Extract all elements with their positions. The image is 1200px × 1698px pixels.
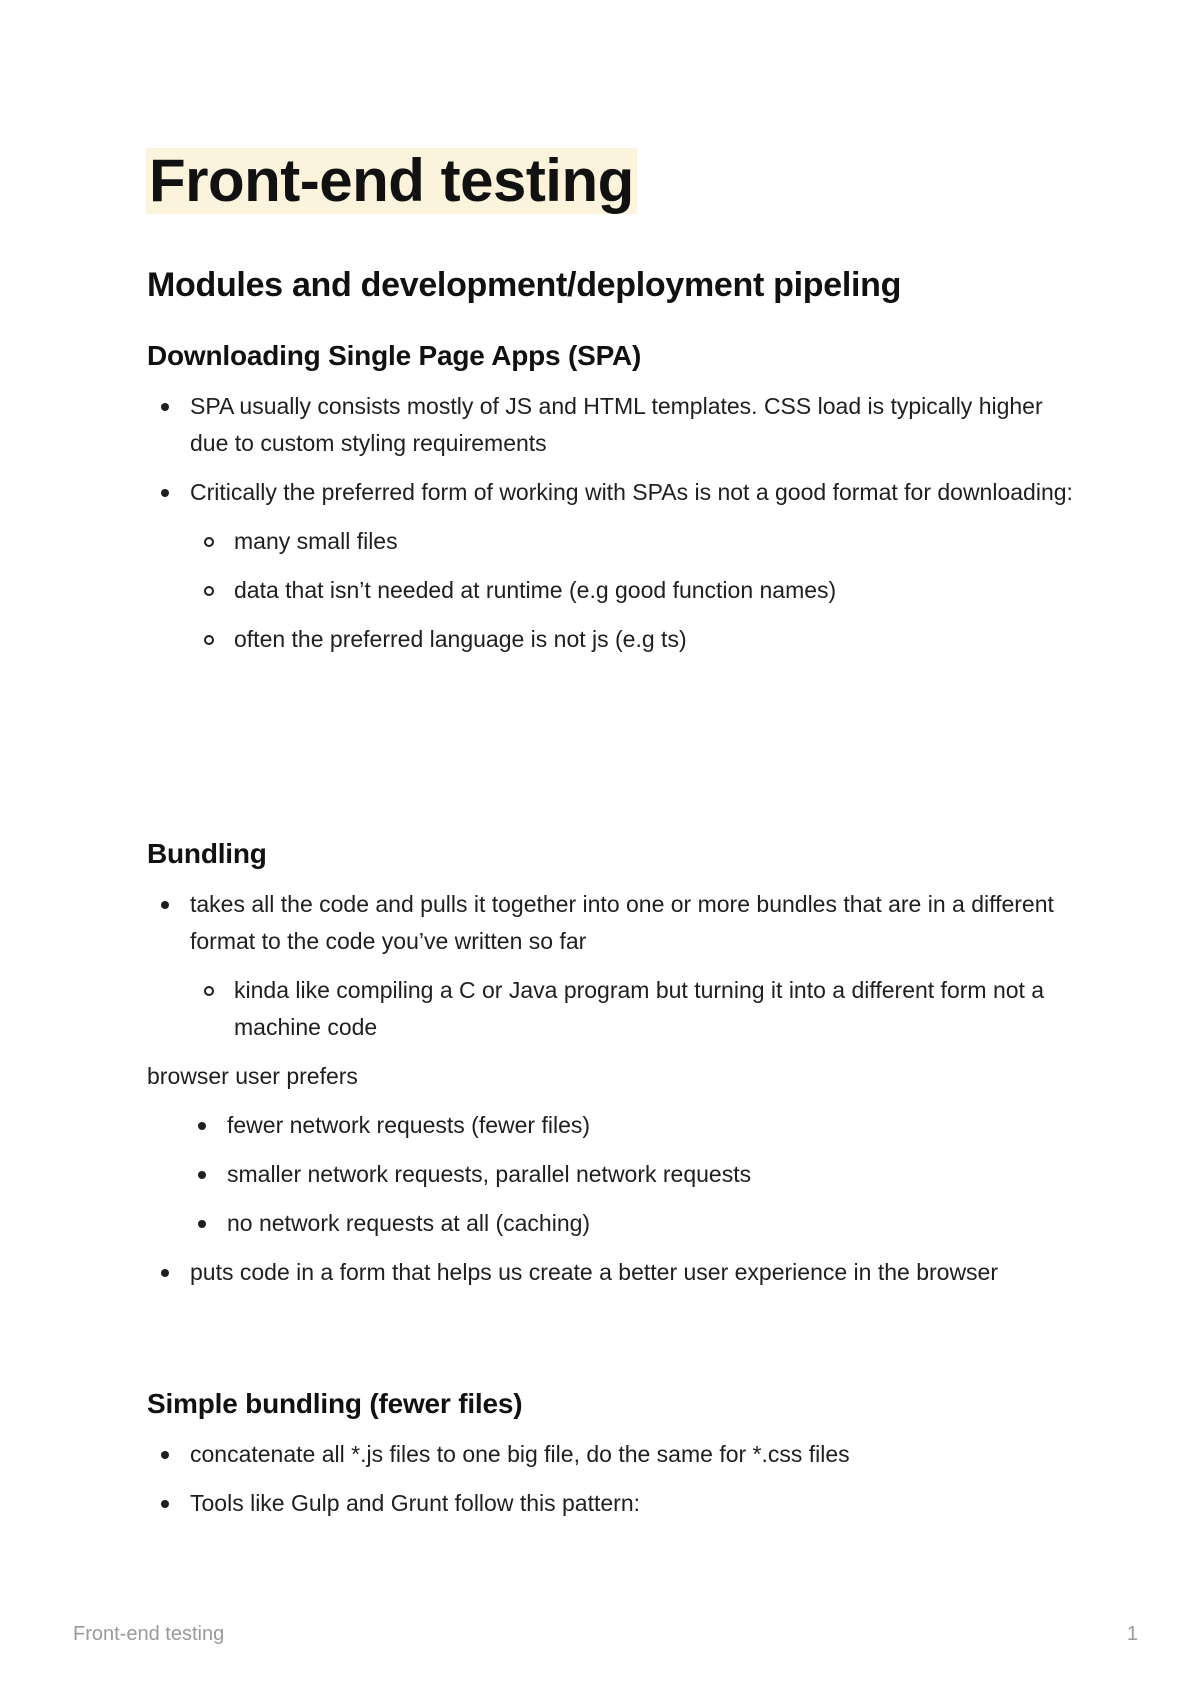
- bullet-icon: [198, 1122, 206, 1130]
- list-item: [147, 886, 1077, 960]
- list-item-text: data that isn’t needed at runtime (e.g good function names): [234, 577, 837, 603]
- list-item-text: Tools like Gulp and Grunt follow this pattern:: [190, 1490, 641, 1516]
- page-number: 1: [1126, 1623, 1138, 1645]
- list-item: [147, 1205, 1077, 1242]
- list-item-text: SPA usually consists mostly of JS and HTML templates. CSS load is typically higher due to custom styling requirements: [190, 393, 1043, 456]
- list-item: [147, 388, 1077, 462]
- bundling-list: [147, 886, 1077, 1291]
- paragraph: browser user prefers: [147, 1063, 358, 1089]
- heading-spa: Downloading Single Page Apps (SPA): [147, 340, 642, 371]
- bullet-icon: [161, 1269, 169, 1277]
- footer-title: Front-end testing: [73, 1623, 225, 1645]
- simple-bundling-list: [147, 1436, 1077, 1522]
- spa-list: [147, 388, 1077, 658]
- bullet-icon: [161, 1451, 169, 1459]
- list-item-text: Critically the preferred form of working with SPAs is not a good format for downloading:: [190, 479, 1073, 505]
- bullet-icon: [161, 1500, 169, 1508]
- list-item-text: kinda like compiling a C or Java program but turning it into a different form not a machine code: [234, 977, 1045, 1040]
- document-page: [147, 147, 1077, 1516]
- bullet-icon: [198, 1171, 206, 1179]
- heading-bundling: Bundling: [147, 838, 267, 869]
- list-item: [147, 1107, 1077, 1144]
- list-item: [147, 972, 1077, 1046]
- list-item: [147, 1254, 1077, 1291]
- heading-simple-bundling: Simple bundling (fewer files): [147, 1388, 523, 1419]
- list-item: [147, 1156, 1077, 1193]
- hollow-bullet-icon: [204, 537, 214, 547]
- list-item-text: often the preferred language is not js (e.g ts): [234, 626, 687, 652]
- list-item: [147, 572, 1077, 609]
- hollow-bullet-icon: [204, 635, 214, 645]
- bullet-icon: [161, 403, 169, 411]
- bullet-icon: [161, 489, 169, 497]
- list-item: [147, 621, 1077, 658]
- list-item: [147, 1436, 1077, 1473]
- hollow-bullet-icon: [204, 986, 214, 996]
- hollow-bullet-icon: [204, 586, 214, 596]
- list-item-text: smaller network requests, parallel network requests: [227, 1161, 752, 1187]
- list-item-text: takes all the code and pulls it together into one or more bundles that are in a different format to the code you’ve written so far: [190, 891, 1054, 954]
- list-item-text: puts code in a form that helps us create a better user experience in the browser: [190, 1259, 998, 1285]
- list-item: [147, 523, 1077, 560]
- list-item-text: fewer network requests (fewer files): [227, 1112, 591, 1138]
- list-item-text: concatenate all *.js files to one big file, do the same for *.css files: [190, 1441, 850, 1467]
- bullet-icon: [198, 1220, 206, 1228]
- list-item: [147, 1485, 1077, 1522]
- bullet-icon: [161, 901, 169, 909]
- list-item-text: many small files: [234, 528, 398, 554]
- page-title: Front-end testing: [146, 148, 637, 214]
- section-heading: Modules and development/deployment pipeling: [147, 266, 902, 304]
- list-item: [147, 474, 1077, 511]
- list-item-text: no network requests at all (caching): [227, 1210, 591, 1236]
